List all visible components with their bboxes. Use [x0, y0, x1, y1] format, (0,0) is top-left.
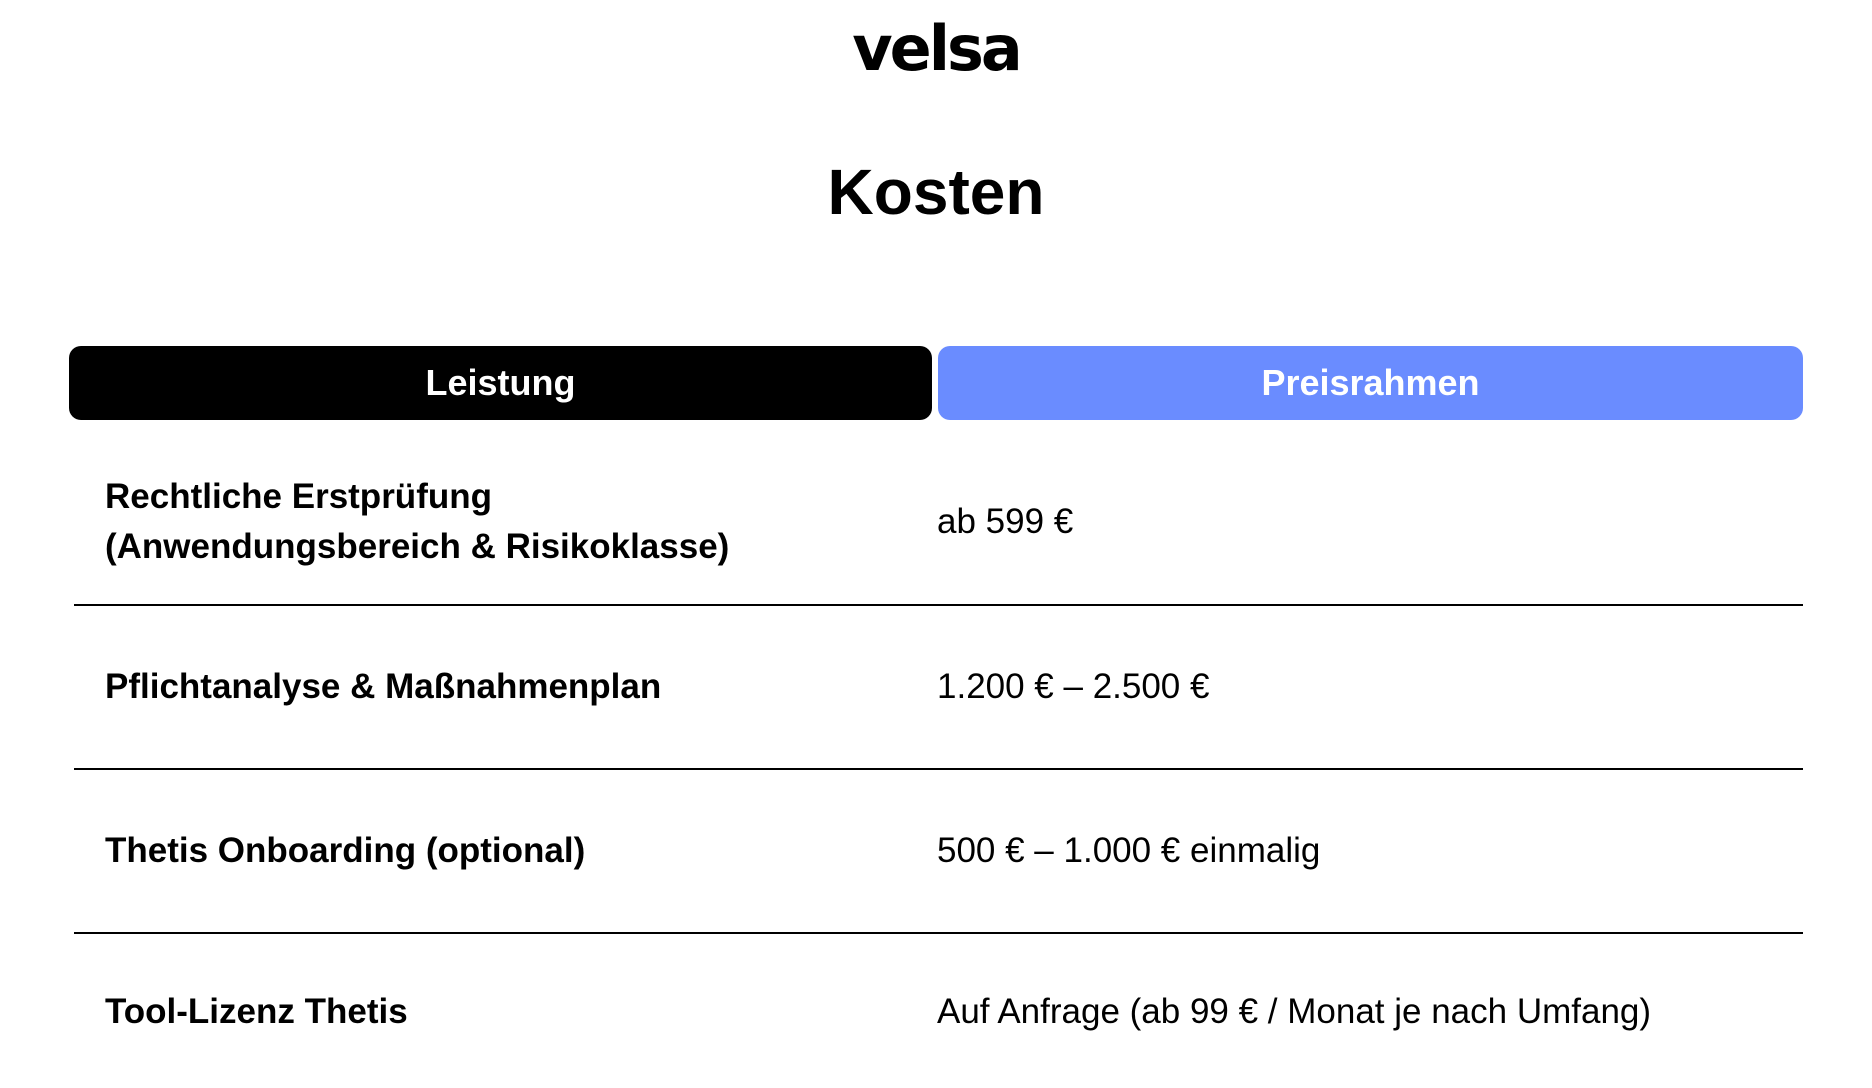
price-cell: 500 € – 1.000 € einmalig — [937, 831, 1321, 870]
service-name: Pflichtanalyse & Maßnahmenplan — [105, 667, 662, 706]
column-header-service: Leistung — [69, 346, 932, 420]
service-cell — [74, 662, 937, 712]
price-cell: Auf Anfrage (ab 99 € / Monat je nach Umfang) — [937, 992, 1652, 1031]
service-cell — [74, 472, 937, 572]
service-name: Tool-Lizenz Thetis — [105, 992, 408, 1031]
table-row — [74, 934, 1803, 1088]
service-name: Rechtliche Erstprüfung — [105, 477, 492, 516]
service-detail: (Anwendungsbereich & Risikoklasse) — [105, 527, 730, 566]
service-cell — [74, 826, 937, 876]
brand-logo: velsa — [852, 12, 1020, 85]
table-row — [74, 770, 1803, 934]
column-header-price: Preisrahmen — [938, 346, 1803, 420]
service-name: Thetis Onboarding (optional) — [105, 831, 586, 870]
price-cell: ab 599 € — [937, 502, 1074, 541]
price-cell: 1.200 € – 2.500 € — [937, 667, 1210, 706]
page-title: Kosten — [827, 156, 1045, 228]
table-row — [74, 440, 1803, 606]
table-row — [74, 606, 1803, 770]
service-cell — [74, 934, 937, 1037]
